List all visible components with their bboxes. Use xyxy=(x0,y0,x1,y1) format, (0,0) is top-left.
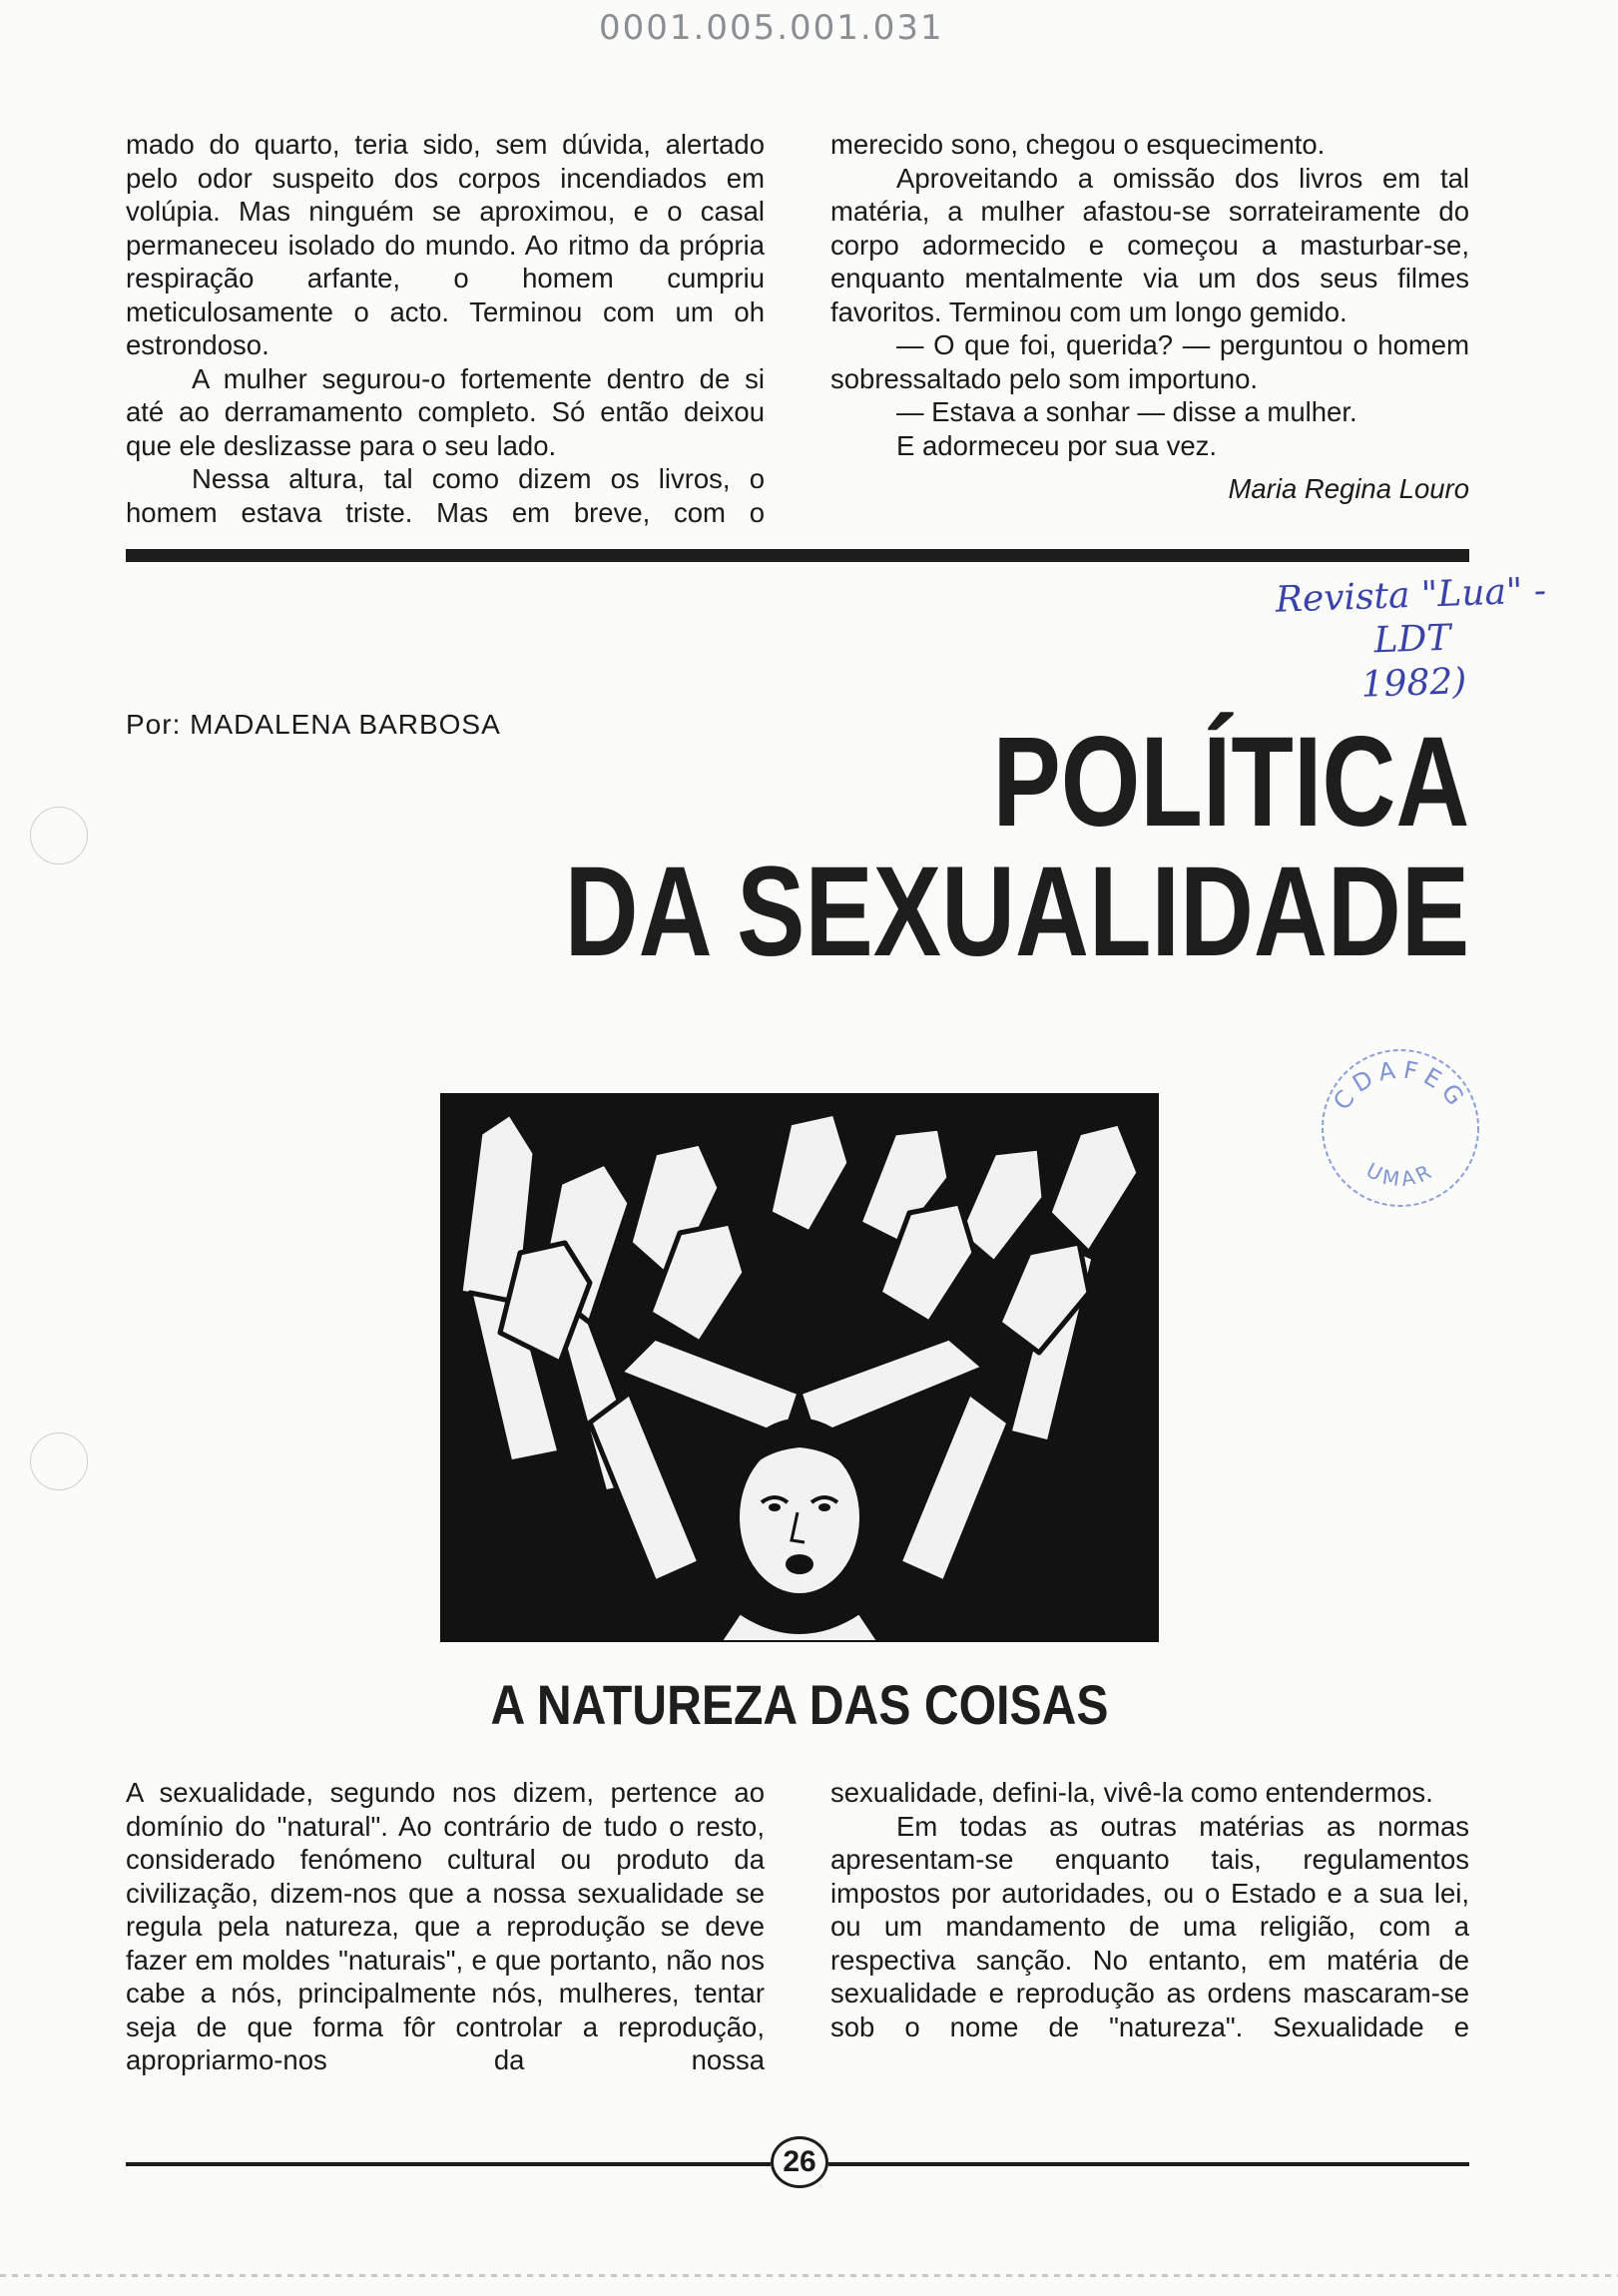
paragraph: E adormeceu por sua vez. xyxy=(896,429,1218,461)
handwritten-note xyxy=(1246,568,1579,711)
paragraph: Aproveitando a omissão dos livros em tal matéria, a mulher afastou-se sorrateiramente do corpo adormecido e começou a masturbar-se, enquanto mentalmente via um dos seus filmes favoritos. Terminou com um longo gemido. xyxy=(830,162,1469,327)
author-signature: Maria Regina Louro xyxy=(1228,473,1469,504)
paragraph: — Estava a sonhar — disse a mulher. xyxy=(896,396,1357,427)
page-number: 26 xyxy=(771,2136,828,2188)
punch-hole xyxy=(30,1433,88,1490)
footer-rule xyxy=(828,2162,1469,2166)
bottom-left-column xyxy=(126,1776,765,2077)
svg-text:UMAR xyxy=(1362,1158,1438,1192)
top-left-column xyxy=(126,128,765,529)
stamp-top-text: CDAFEG xyxy=(1328,1055,1473,1116)
top-right-column xyxy=(830,128,1469,506)
archive-reference: 0001.005.001.031 xyxy=(599,8,944,48)
footer-rule xyxy=(126,2162,771,2166)
byline: Por: MADALENA BARBOSA xyxy=(126,709,501,740)
paragraph: Em todas as outras matérias as normas apresentam-se enquanto tais, regulamentos impostos por autoridades, ou o Estado e a sua lei, ou um mandamento de uma religião, com a respectiva sanção. No entanto, em matéria de sexualidade e reprodução as ordens mascaram-se sob o nome de "natureza". Sexualidade e xyxy=(830,1810,1469,2042)
handwritten-line: 1982) xyxy=(1359,661,1468,706)
punch-hole xyxy=(30,807,88,864)
section-subheading: A NATUREZA DAS COISAS xyxy=(490,1673,1109,1736)
scan-edge xyxy=(0,2274,1618,2277)
paragraph: merecido sono, chegou o esquecimento. xyxy=(830,129,1326,160)
paragraph: — O que foi, querida? — perguntou o homem sobressaltado pelo som importuno. xyxy=(830,329,1469,394)
paragraph: Nessa altura, tal como dizem os livros, o homem estava triste. Mas em breve, com o xyxy=(126,463,765,528)
paragraph: A sexualidade, segundo nos dizem, pertence ao domínio do "natural". Ao contrário de tudo o resto, considerado fenómeno cultural ou produto da civilização, dizem-nos que a nossa sexualidade se regula pela natureza, que a reprodução se deve fazer em moldes "naturais", e que portanto, não nos cabe a nós, principalmente nós, mulheres, tentar seja de que forma fôr controlar a reprodução, apropriarmo-nos da nossa xyxy=(126,1777,765,2075)
handwritten-line: Revista "Lua" - LDT xyxy=(1275,570,1547,662)
paragraph: mado do quarto, teria sido, sem dúvida, alertado pelo odor suspeito dos corpos incendiados em volúpia. Mas ninguém se aproximou, e o casal permaneceu isolado do mundo. Ao ritmo da própria respiração arfante, o homem cumpriu meticulosamente o acto. Terminou com um oh estrondoso. xyxy=(126,129,765,360)
paragraph: A mulher segurou-o fortemente dentro de si até ao derramamento completo. Só então deixou que ele deslizasse para o seu lado. xyxy=(126,362,765,461)
archive-stamp xyxy=(1316,1043,1485,1213)
raised-arms-illustration xyxy=(440,1093,1159,1642)
bottom-right-column xyxy=(830,1776,1469,2043)
section-divider xyxy=(126,549,1469,562)
headline-line-2: DA SEXUALIDADE xyxy=(564,841,1469,983)
svg-text:CDAFEG xyxy=(1328,1055,1472,1115)
paragraph: sexualidade, defini-la, vivê-la como entendermos. xyxy=(830,1777,1433,1808)
stamp-bottom-text: UMAR xyxy=(1361,1157,1439,1192)
headline-line-1: POLÍTICA xyxy=(992,711,1469,854)
